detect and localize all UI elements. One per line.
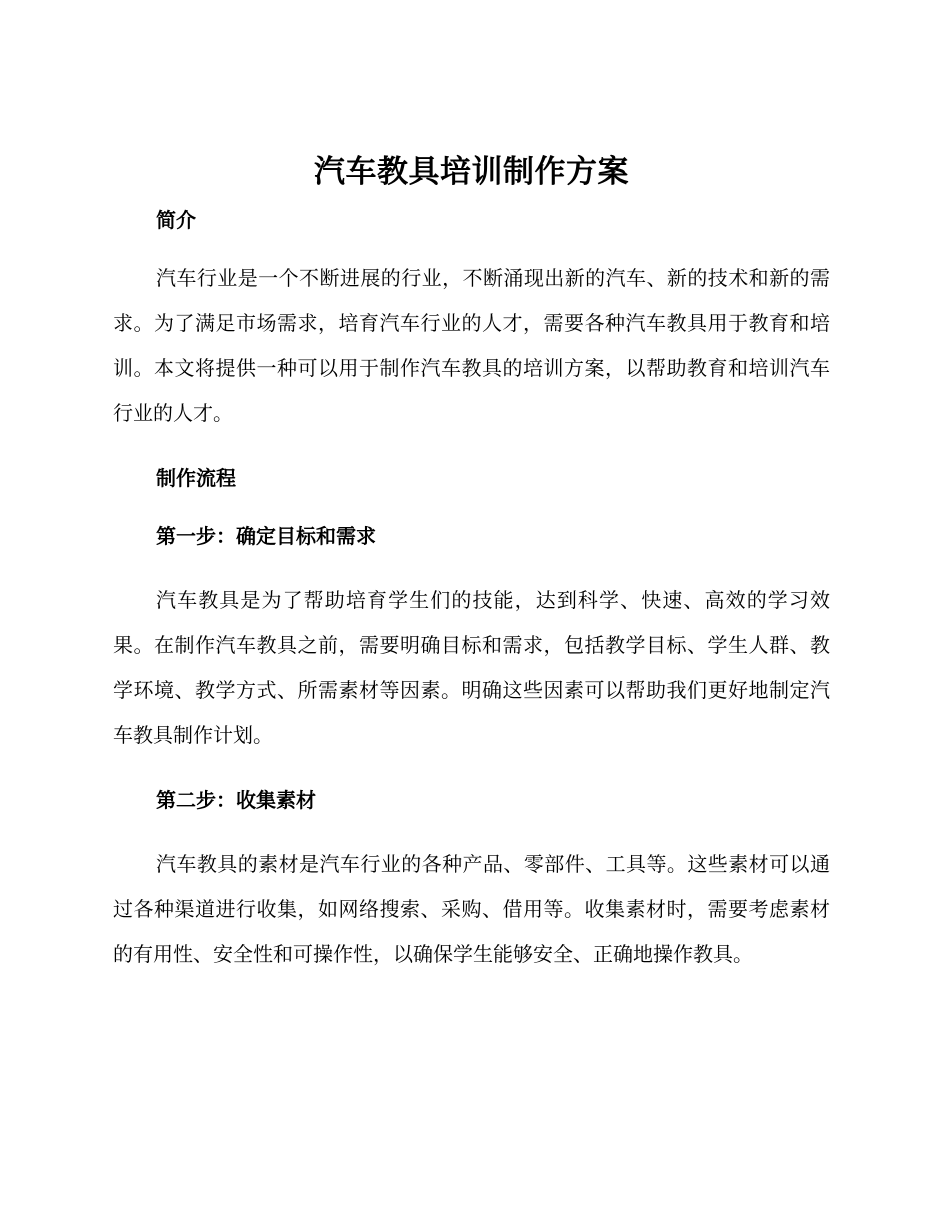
paragraph-step-2: 汽车教具的素材是汽车行业的各种产品、零部件、工具等。这些素材可以通过各种渠道进行收集，如网络搜索、采购、借用等。收集素材时，需要考虑素材的有用性、安全性和可操作性，以确保学生能够安全、正确地操作教具。 [113,852,830,966]
paragraph-intro: 汽车行业是一个不断进展的行业，不断涌现出新的汽车、新的技术和新的需求。为了满足市场需求，培育汽车行业的人才，需要各种汽车教具用于教育和培训。本文将提供一种可以用于制作汽车教具的培训方案，以帮助教育和培训汽车行业的人才。 [113,266,830,425]
step-heading-1: 第一步：确定目标和需求 [156,524,376,548]
paragraph-step-1: 汽车教具是为了帮助培育学生们的技能，达到科学、快速、高效的学习效果。在制作汽车教具之前，需要明确目标和需求，包括教学目标、学生人群、教学环境、教学方式、所需素材等因素。明确这些因素可以帮助我们更好地制定汽车教具制作计划。 [113,588,830,747]
section-heading-process: 制作流程 [156,466,236,490]
document-title: 汽车教具培训制作方案 [314,154,629,190]
section-heading-intro: 简介 [156,208,196,232]
step-heading-2: 第二步：收集素材 [156,788,316,812]
document-body [113,150,830,1003]
